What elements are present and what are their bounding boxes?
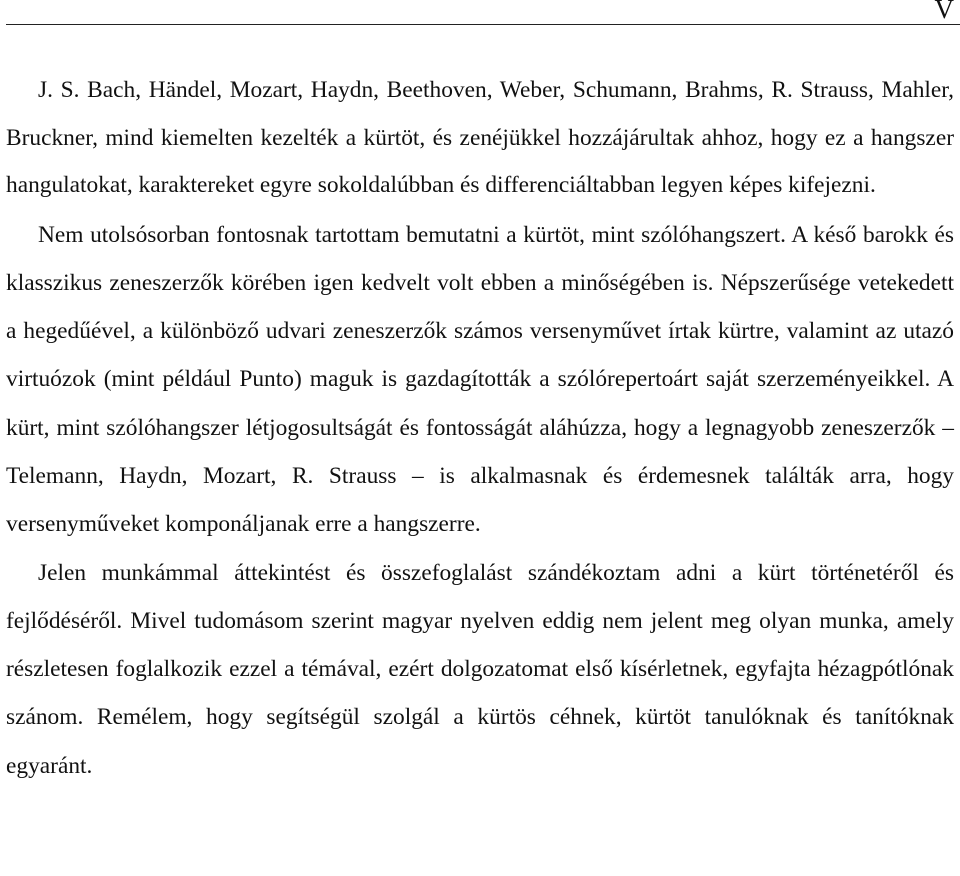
paragraph-composers: J. S. Bach, Händel, Mozart, Haydn, Beethoven, Weber, Schumann, Brahms, R. Strauss, Mahler, Bruckner, mind kiemelten kezelték a kürtöt, és zenéjükkel hozzájárultak ahhoz, hogy ez a hangszer hangulatokat, karaktereket egyre sokoldalúbban és differenciáltabban legyen képes kifejezni. bbox=[6, 77, 954, 198]
document-body bbox=[6, 67, 954, 790]
page-number: V bbox=[934, 0, 954, 24]
header-rule bbox=[6, 24, 960, 25]
paragraph-solo-horn: Nem utolsósorban fontosnak tartottam bemutatni a kürtöt, mint szólóhangszert. A késő barokk és klasszikus zeneszerzők körében igen kedvelt volt ebben a minőségében is. Népszerűsége vetekedett a hegedűével, a különböző udvari zeneszerzők számos versenyművet írtak kürtre, valamint az utazó virtuózok (mint például Punto) maguk is gazdagították a szólórepertoárt saját szerzeményeikkel. A kürt, mint szólóhangszer létjogosultságát és fontosságát aláhúzza, hogy a legnagyobb zeneszerzők – Telemann, Haydn, Mozart, R. Strauss – is alkalmasnak és érdemesnek találták arra, hogy versenyműveket komponáljanak erre a hangszerre. bbox=[6, 221, 954, 538]
paragraph-purpose: Jelen munkámmal áttekintést és összefoglalást szándékoztam adni a kürt történetéről és fejlődéséről. Mivel tudomásom szerint magyar nyelven eddig nem jelent meg olyan munka, amely részletesen foglalkozik ezzel a témával, ezért dolgozatomat első kísérletnek, egyfajta hézagpótlónak szánom. Remélem, hogy segítségül szolgál a kürtös céhnek, kürtöt tanulóknak és tanítóknak egyaránt. bbox=[6, 559, 954, 779]
